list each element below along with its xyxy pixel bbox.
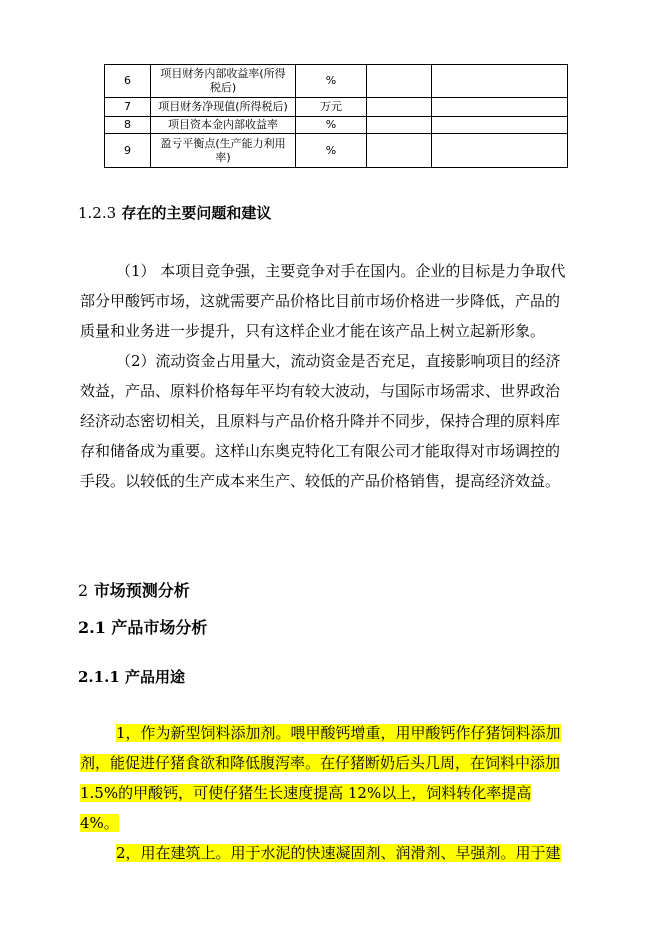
paragraph-problem-2 — [80, 346, 590, 496]
remark-cell — [432, 65, 568, 98]
indicator-name: 项目财务净现值(所得税后) — [151, 98, 296, 117]
row-number: 8 — [105, 117, 151, 134]
paragraph-use-1 — [80, 718, 590, 838]
table-row — [105, 98, 568, 117]
text-line: 经济动态密切相关，且原料与产品价格升降并不同步，保持合理的原料库 — [80, 412, 561, 430]
text-line — [44, 808, 590, 838]
heading-title: 存在的主要问题和建议 — [121, 204, 272, 222]
table-row — [105, 117, 568, 134]
indicator-unit: % — [296, 134, 367, 168]
heading-number: 2 — [78, 581, 89, 600]
section-heading-2-1-1 — [78, 666, 185, 687]
table-row — [105, 134, 568, 168]
section-heading-1-2-3 — [78, 202, 271, 223]
problems-section — [80, 256, 590, 496]
section-heading-2-1 — [78, 615, 207, 638]
table-row — [105, 65, 568, 98]
text-line: 存和储备成为重要。这样山东奥克特化工有限公司才能取得对市场调控的 — [80, 442, 561, 460]
indicator-unit: % — [296, 65, 367, 98]
text-line — [80, 718, 590, 748]
highlighted-text: 剂，能促进仔猪食欲和降低腹泻率。在仔猪断奶后头几周，在饲料中添加 — [80, 754, 561, 772]
indicator-name: 盈亏平衡点(生产能力利用率) — [151, 134, 296, 168]
value-cell — [367, 98, 432, 117]
remark-cell — [432, 134, 568, 168]
remark-cell — [432, 117, 568, 134]
heading-title: 产品市场分析 — [111, 618, 208, 637]
heading-number: 2.1 — [78, 618, 106, 637]
heading-title: 产品用途 — [125, 668, 186, 686]
text-line: （1） 本项目竞争强，主要竞争对手在国内。企业的目标是力争取代 — [116, 262, 566, 280]
text-line — [44, 778, 590, 808]
indicator-name: 项目财务内部收益率(所得税后) — [151, 65, 296, 98]
row-number: 6 — [105, 65, 151, 98]
indicator-unit: % — [296, 117, 367, 134]
value-cell — [367, 117, 432, 134]
row-number: 7 — [105, 98, 151, 117]
text-line — [80, 838, 590, 868]
highlighted-text: 2，用在建筑上。用于水泥的快速凝固剂、润滑剂、早强剂。用于建 — [116, 844, 561, 862]
row-number: 9 — [105, 134, 151, 168]
indicator-unit: 万元 — [296, 98, 367, 117]
value-cell — [367, 65, 432, 98]
highlighted-text: 1.5%的甲酸钙，可使仔猪生长速度提高 12%以上，饲料转化率提高 — [80, 784, 532, 802]
text-line: 效益，产品、原料价格每年平均有较大波动，与国际市场需求、世界政治 — [80, 382, 561, 400]
text-line: 部分甲酸钙市场，这就需要产品价格比目前市场价格进一步降低，产品的 — [80, 292, 561, 310]
value-cell — [367, 134, 432, 168]
heading-number: 1.2.3 — [78, 204, 117, 222]
text-line: （2）流动资金占用量大，流动资金是否充足，直接影响项目的经济 — [116, 352, 561, 370]
highlighted-text: 4%。 — [80, 814, 119, 832]
text-line: 手段。以较低的生产成本来生产、较低的产品价格销售，提高经济效益。 — [80, 472, 561, 490]
text-line — [44, 748, 590, 778]
highlighted-text: 1，作为新型饲料添加剂。喂甲酸钙增重，用甲酸钙作仔猪饲料添加 — [116, 724, 561, 742]
remark-cell — [432, 98, 568, 117]
paragraph-use-2 — [80, 838, 590, 868]
section-heading-2 — [78, 578, 190, 601]
product-uses-section — [80, 718, 590, 868]
heading-title: 市场预测分析 — [93, 581, 190, 600]
heading-number: 2.1.1 — [78, 668, 120, 686]
text-line: 质量和业务进一步提升，只有这样企业才能在该产品上树立起新形象。 — [80, 322, 546, 340]
indicator-name: 项目资本金内部收益率 — [151, 117, 296, 134]
financial-indicator-table — [104, 64, 568, 168]
paragraph-problem-1 — [80, 256, 590, 346]
